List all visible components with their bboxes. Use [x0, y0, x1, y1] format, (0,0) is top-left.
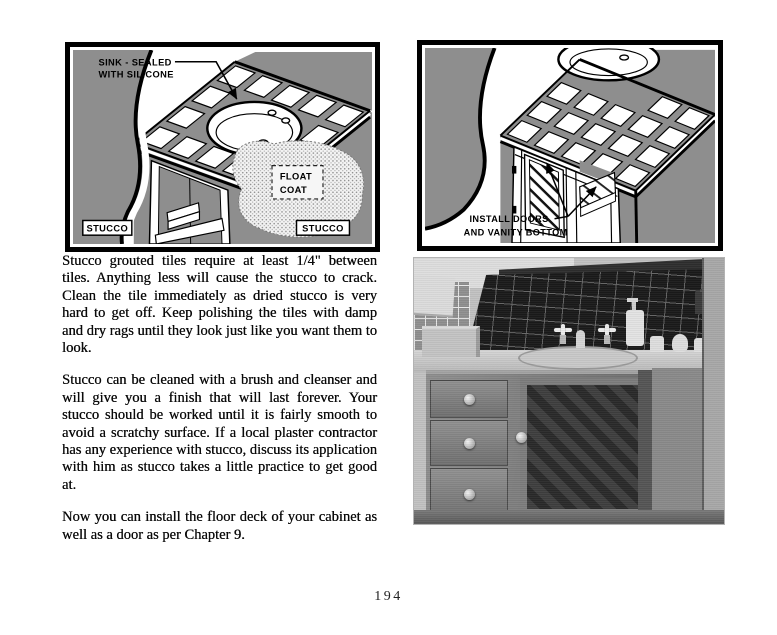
paragraph-stucco-cleaning: Stucco can be cleaned with a brush and cleanser and will give you a finish that will last forever. Your stucco should be worked until it is fairly smooth to avoid a scratchy surface. If a local plaster contractor has any experience with stucco, discuss its application with him as stucco takes a little practice to get good at.: [62, 372, 377, 493]
stucco-label-right-text: STUCCO: [302, 223, 344, 234]
stucco-label-left-text: STUCCO: [86, 223, 129, 234]
photo-drawer-top: [430, 380, 508, 418]
doors-label-line1: INSTALL DOORS: [469, 214, 549, 225]
text-column: [62, 253, 377, 559]
photo-faucet-handle-right: [598, 324, 616, 340]
photo-drawer-knob: [464, 438, 475, 449]
paragraph-floor-deck: Now you can install the floor deck of your cabinet as well as a door as per Chapter 9.: [62, 509, 377, 543]
photo-faucet-spout: [576, 330, 585, 348]
page-number: 194: [374, 589, 403, 604]
corner-edge: [636, 191, 637, 243]
float-coat-label-line1: FLOAT: [279, 171, 313, 182]
stucco-label-left: [83, 220, 132, 235]
door-hinge-top: [512, 166, 516, 174]
photo-towel: [414, 275, 455, 318]
vanity-photo: [414, 258, 724, 524]
photo-floor-shadow: [414, 510, 724, 524]
photo-cabinet-door: [520, 378, 652, 516]
door-hinge-bottom: [512, 206, 516, 214]
photo-cabinet-body: [426, 370, 656, 521]
figure-stucco-diagram: [65, 42, 380, 252]
photo-drawer-middle: [430, 420, 508, 466]
photo-drawer-knob: [464, 489, 475, 500]
photo-sink: [518, 346, 638, 370]
photo-faucet-handle-left: [554, 324, 572, 340]
stucco-label-right: [297, 220, 350, 235]
doors-diagram-drawing: [425, 48, 715, 243]
photo-door-knob: [516, 432, 527, 443]
photo-cup: [650, 336, 664, 352]
photo-right-wall: [702, 258, 724, 524]
sink-label-line1: SINK - SEALED: [98, 57, 172, 68]
stucco-diagram-drawing: [73, 50, 372, 244]
sink-label-line2: WITH SILICONE: [98, 69, 174, 80]
photo-drawer-knob: [464, 394, 475, 405]
photo-jar: [672, 334, 688, 352]
photo-soap-dispenser: [626, 310, 644, 346]
figure-doors-diagram: [417, 40, 723, 251]
photo-cabinet-side: [638, 370, 652, 517]
doors-label-line2: AND VANITY BOTTOM: [463, 227, 568, 238]
photo-tissue-box: [422, 326, 480, 357]
float-coat-label-line2: COAT: [279, 185, 308, 196]
paragraph-stucco-grout: Stucco grouted tiles require at least 1/4" between tiles. Anything less will cause the stucco to crack. Clean the tile immediately as dried stucco is very hard to get off. Keep polishing the tiles with damp and dry rags until they look just like you want them to look.: [62, 253, 377, 357]
